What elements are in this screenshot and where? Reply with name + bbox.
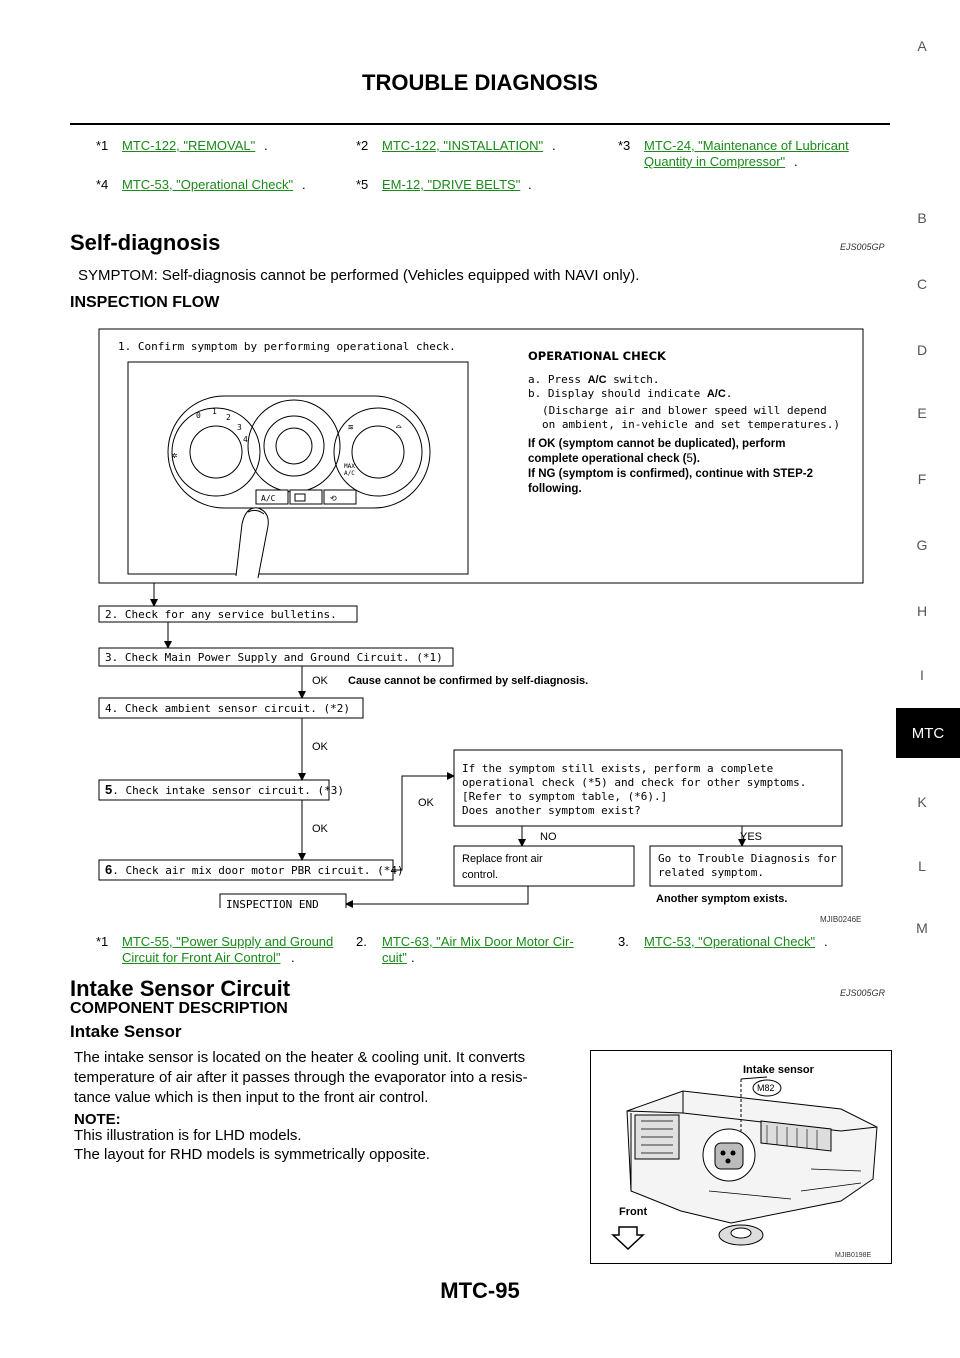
op-note-1: (Discharge air and blower speed will depend: [542, 404, 827, 417]
ok-label-4: OK: [418, 797, 434, 809]
ok-instruction-1: If OK (symptom cannot be duplicated), perform: [528, 438, 786, 450]
section-code: EJS005GP: [840, 242, 885, 252]
ref-period: .: [264, 138, 268, 153]
side-index-l[interactable]: L: [918, 858, 926, 874]
no-label: NO: [540, 831, 557, 843]
side-index-mtc-active[interactable]: MTC: [896, 708, 960, 758]
ref-period: .: [552, 138, 556, 153]
side-index-c[interactable]: C: [916, 276, 928, 292]
heater-unit-illustration: [591, 1051, 891, 1263]
figure-code: MJIB0198E: [835, 1252, 872, 1259]
section-title-self-diagnosis: Self-diagnosis: [70, 230, 221, 255]
another-symptom-label: Another symptom exists.: [656, 893, 788, 905]
ref-5: [356, 177, 596, 193]
ok-label-2: OK: [312, 741, 328, 753]
ref-num: *5: [356, 177, 369, 192]
intake-sensor-subtitle: Intake Sensor: [70, 1022, 182, 1041]
ref-num: *4: [96, 177, 109, 192]
ref-link-cont[interactable]: Circuit for Front Air Control": [122, 950, 281, 965]
front-label: Front: [619, 1206, 648, 1218]
ref-link[interactable]: MTC-53, "Operational Check": [644, 934, 816, 949]
operational-check-text: [528, 349, 667, 363]
step2-label: 2. Check for any service bulletins.: [105, 608, 337, 621]
step6-label: 6. Check air mix door motor PBR circuit. (*4): [105, 862, 404, 877]
note-line-2: The layout for RHD models is symmetrically opposite.: [74, 1146, 430, 1163]
cause-label: Cause cannot be confirmed by self-diagnosis.: [348, 675, 589, 687]
note-line-1: This illustration is for LHD models.: [74, 1127, 302, 1144]
ref-period: .: [411, 950, 415, 965]
ref-2: [356, 138, 596, 154]
question-line-2: operational check (*5) and check for other symptoms.: [462, 776, 807, 789]
ng-instruction-2: following.: [528, 483, 582, 495]
ref-num: *2: [356, 138, 369, 153]
note-label: NOTE:: [74, 1111, 121, 1128]
side-index-b[interactable]: B: [917, 210, 927, 226]
side-index-m[interactable]: M: [916, 920, 928, 936]
flow-figure-code: MJIB0246E: [820, 915, 862, 924]
step3-label: 3. Check Main Power Supply and Ground Circuit. (*1): [105, 651, 443, 664]
ref-num: 2.: [356, 934, 367, 949]
ref-period: .: [302, 177, 306, 192]
fan-icon: ✲: [172, 451, 178, 461]
ref-num: 3.: [618, 934, 629, 949]
side-index-i[interactable]: I: [920, 667, 924, 683]
op-step-b: b. Display should indicate A/C.: [528, 387, 733, 400]
op-title: OPERATIONAL CHECK: [528, 349, 666, 363]
op-note-2: on ambient, in-vehicle and set temperatures.): [542, 418, 841, 431]
ref-period: .: [291, 950, 295, 965]
intake-description: [74, 1048, 584, 1108]
bottom-ref-3: [618, 934, 868, 950]
ref-link[interactable]: MTC-24, "Maintenance of Lubricant: [644, 138, 849, 153]
bottom-ref-2: [356, 934, 606, 966]
replace-line-2: control.: [462, 869, 499, 881]
question-line-4: Does another symptom exist?: [462, 804, 641, 817]
step5-label: 5. Check intake sensor circuit. (*3): [105, 782, 345, 797]
ref-link[interactable]: MTC-53, "Operational Check": [122, 177, 294, 192]
ac-button-label: A/C: [261, 494, 276, 503]
step4-label: 4. Check ambient sensor circuit. (*2): [105, 702, 351, 715]
ng-instruction-1: If NG (symptom is confirmed), continue with STEP-2: [528, 468, 813, 480]
ref-period: .: [824, 934, 828, 949]
ref-4: [96, 177, 336, 193]
vent-icon: ≋: [348, 423, 354, 433]
inspection-flow-diagram: [96, 326, 866, 908]
ref-3: [618, 138, 878, 170]
question-line-1: If the symptom still exists, perform a complete: [462, 762, 774, 775]
description-line: temperature of air after it passes through the evaporator into a resis-: [74, 1069, 528, 1086]
inspection-end-label: INSPECTION END: [226, 898, 319, 908]
page-number: MTC-95: [440, 1278, 520, 1303]
side-index-e[interactable]: E: [917, 405, 927, 421]
front-arrow-icon: [613, 1227, 643, 1249]
ref-num: *1: [96, 934, 109, 949]
ref-link[interactable]: MTC-122, "INSTALLATION": [382, 138, 544, 153]
question-line-3: [Refer to symptom table, (*6).]: [462, 790, 668, 803]
inspection-flow-title: INSPECTION FLOW: [70, 294, 220, 311]
section-title-intake-sensor-circuit: Intake Sensor Circuit: [70, 976, 291, 1001]
symptom-text: SYMPTOM: Self-diagnosis cannot be performed (Vehicles equipped with NAVI only).: [78, 267, 640, 284]
ok-label-3: OK: [312, 823, 328, 835]
replace-line-1: Replace front air: [462, 853, 543, 865]
description-line: The intake sensor is located on the heater & cooling unit. It converts: [74, 1049, 526, 1066]
header-rule: [70, 123, 890, 125]
control-panel-illustration: [128, 362, 468, 578]
section-code: EJS005GR: [840, 988, 886, 998]
ok-instruction-2: complete operational check (5).: [528, 453, 700, 465]
dial-2: 2: [226, 413, 231, 422]
dial-1: 1: [212, 407, 217, 416]
yes-label: YES: [740, 831, 763, 843]
component-description-title: COMPONENT DESCRIPTION: [70, 1000, 288, 1017]
leader-line: [741, 1077, 767, 1079]
side-index-k[interactable]: K: [917, 794, 927, 810]
side-index-a[interactable]: A: [917, 38, 927, 54]
dial-0: 0: [196, 411, 201, 420]
side-index-f[interactable]: F: [917, 471, 927, 487]
op-step-a: a. Press A/C switch.: [528, 373, 660, 386]
ref-link[interactable]: MTC-63, "Air Mix Door Motor Cir-: [382, 934, 574, 949]
page-title: TROUBLE DIAGNOSIS: [362, 70, 598, 95]
ok-label-1: OK: [312, 675, 328, 687]
step1-label: 1. Confirm symptom by performing operational check.: [118, 340, 456, 353]
sensor-connector: [715, 1143, 743, 1169]
dial-3: 3: [237, 423, 242, 432]
ref-period: .: [794, 154, 798, 169]
description-line: tance value which is then input to the front air control.: [74, 1089, 429, 1106]
intake-sensor-figure: [590, 1050, 892, 1264]
ref-link-cont[interactable]: Quantity in Compressor": [644, 154, 786, 169]
max-ac-label: A/C: [344, 470, 355, 477]
intake-sensor-label: Intake sensor: [743, 1064, 814, 1076]
ref-link[interactable]: MTC-122, "REMOVAL": [122, 138, 256, 153]
goto-line-2: related symptom.: [658, 866, 764, 879]
ref-link-cont[interactable]: cuit": [382, 950, 407, 965]
connector-number: M82: [757, 1083, 775, 1093]
side-index-h[interactable]: H: [916, 603, 928, 619]
side-index-g[interactable]: G: [916, 537, 928, 553]
ref-num: *3: [618, 138, 631, 153]
ref-link[interactable]: MTC-55, "Power Supply and Ground: [122, 934, 334, 949]
ref-num: *1: [96, 138, 109, 153]
defrost-icon: ⌓: [396, 423, 402, 433]
recirc-button[interactable]: [324, 490, 356, 504]
ref-link[interactable]: EM-12, "DRIVE BELTS": [382, 177, 521, 192]
max-label: MAX: [344, 463, 355, 470]
goto-line-1: Go to Trouble Diagnosis for: [658, 852, 837, 865]
side-index-d[interactable]: D: [916, 342, 928, 358]
recirc-icon: ⟲: [330, 494, 337, 503]
dial-4: 4: [243, 435, 248, 444]
ref-period: .: [528, 177, 532, 192]
bottom-ref-1: [96, 934, 346, 966]
ref-1: [96, 138, 336, 154]
